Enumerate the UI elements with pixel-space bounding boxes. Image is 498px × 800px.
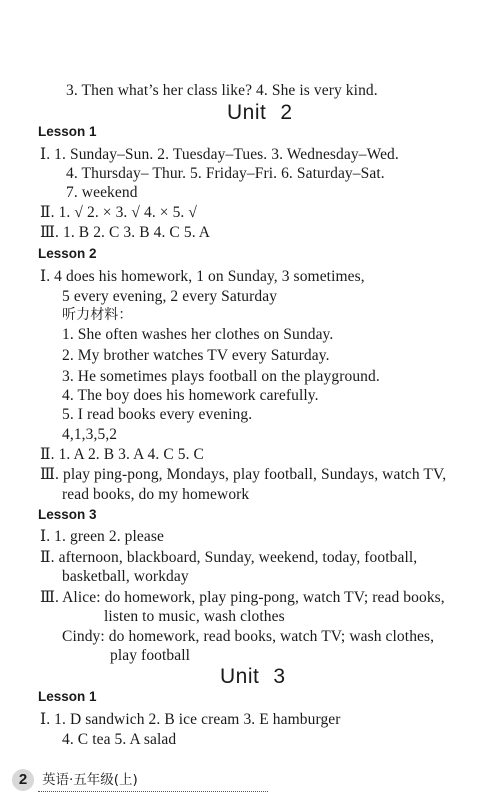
- page-number-badge: 2: [12, 769, 34, 791]
- u2l3-part1-answers: Ⅰ. 1. green 2. please: [40, 528, 164, 545]
- u2l3-part2-line1: Ⅱ. afternoon, blackboard, Sunday, weekend, today, football,: [40, 549, 418, 566]
- u2l1-part2-answers: Ⅱ. 1. √ 2. × 3. √ 4. × 5. √: [40, 204, 197, 221]
- listening-sentence-2: 2. My brother watches TV every Saturday.: [62, 347, 330, 364]
- u2l1-part1-line3: 7. weekend: [66, 184, 138, 201]
- u2l2-part1-line2: 5 every evening, 2 every Saturday: [62, 288, 278, 305]
- unit2-lesson-2-heading: Lesson 2: [38, 246, 97, 261]
- listening-material-label: 听力材料：: [62, 307, 133, 323]
- u2l3-part3-cindy-line1: Cindy: do homework, read books, watch TV; wash clothes,: [62, 628, 435, 645]
- u2l1-part1-line1: Ⅰ. 1. Sunday–Sun. 2. Tuesday–Tues. 3. Wednesday–Wed.: [40, 146, 399, 163]
- unit1-closing-answer-line: 3. Then what’s her class like? 4. She is very kind.: [66, 82, 378, 99]
- u2l2-part1-line1: Ⅰ. 4 does his homework, 1 on Sunday, 3 sometimes,: [40, 268, 365, 285]
- u2l3-part3-alice-line2: listen to music, wash clothes: [104, 608, 285, 625]
- unit3-lesson-1-heading: Lesson 1: [38, 689, 97, 704]
- u3l1-part1-line1: Ⅰ. 1. D sandwich 2. B ice cream 3. E hamburger: [40, 711, 341, 728]
- listening-sentence-1: 1. She often washes her clothes on Sunday.: [62, 326, 334, 343]
- listening-sentence-4: 4. The boy does his homework carefully.: [62, 387, 319, 404]
- u2l3-part3-cindy-line2: play football: [110, 647, 191, 664]
- unit-2-number: 2: [280, 101, 293, 124]
- u2l1-part1-line2: 4. Thursday– Thur. 5. Friday–Fri. 6. Saturday–Sat.: [66, 165, 385, 182]
- unit-2-label: Unit: [227, 101, 267, 124]
- listening-sentence-3: 3. He sometimes plays football on the playground.: [62, 368, 380, 385]
- u2l1-part3-answers: Ⅲ. 1. B 2. C 3. B 4. C 5. A: [40, 224, 211, 241]
- listening-sentence-5: 5. I read books every evening.: [62, 406, 253, 423]
- u2l3-part2-line2: basketball, workday: [62, 568, 189, 585]
- unit2-lesson-1-heading: Lesson 1: [38, 124, 97, 139]
- unit-2-heading: [227, 101, 293, 125]
- page-footer: [12, 769, 272, 793]
- unit-3-label: Unit: [220, 665, 260, 688]
- u2l2-part3-line2: read books, do my homework: [62, 486, 250, 503]
- unit2-lesson-3-heading: Lesson 3: [38, 507, 97, 522]
- u2l3-part3-alice-line1: Ⅲ. Alice: do homework, play ping-pong, watch TV; read books,: [40, 589, 445, 606]
- footer-dotted-rule: [38, 791, 268, 792]
- u2l2-part3-line1: Ⅲ. play ping-pong, Mondays, play football, Sundays, watch TV,: [40, 466, 447, 483]
- unit-3-number: 3: [273, 665, 286, 688]
- u3l1-part1-line2: 4. C tea 5. A salad: [62, 731, 177, 748]
- book-title: 英语·五年级(上): [42, 772, 138, 788]
- listening-order-answer: 4,1,3,5,2: [62, 426, 118, 443]
- unit-3-heading: [220, 665, 286, 689]
- u2l2-part2-answers: Ⅱ. 1. A 2. B 3. A 4. C 5. C: [40, 446, 204, 463]
